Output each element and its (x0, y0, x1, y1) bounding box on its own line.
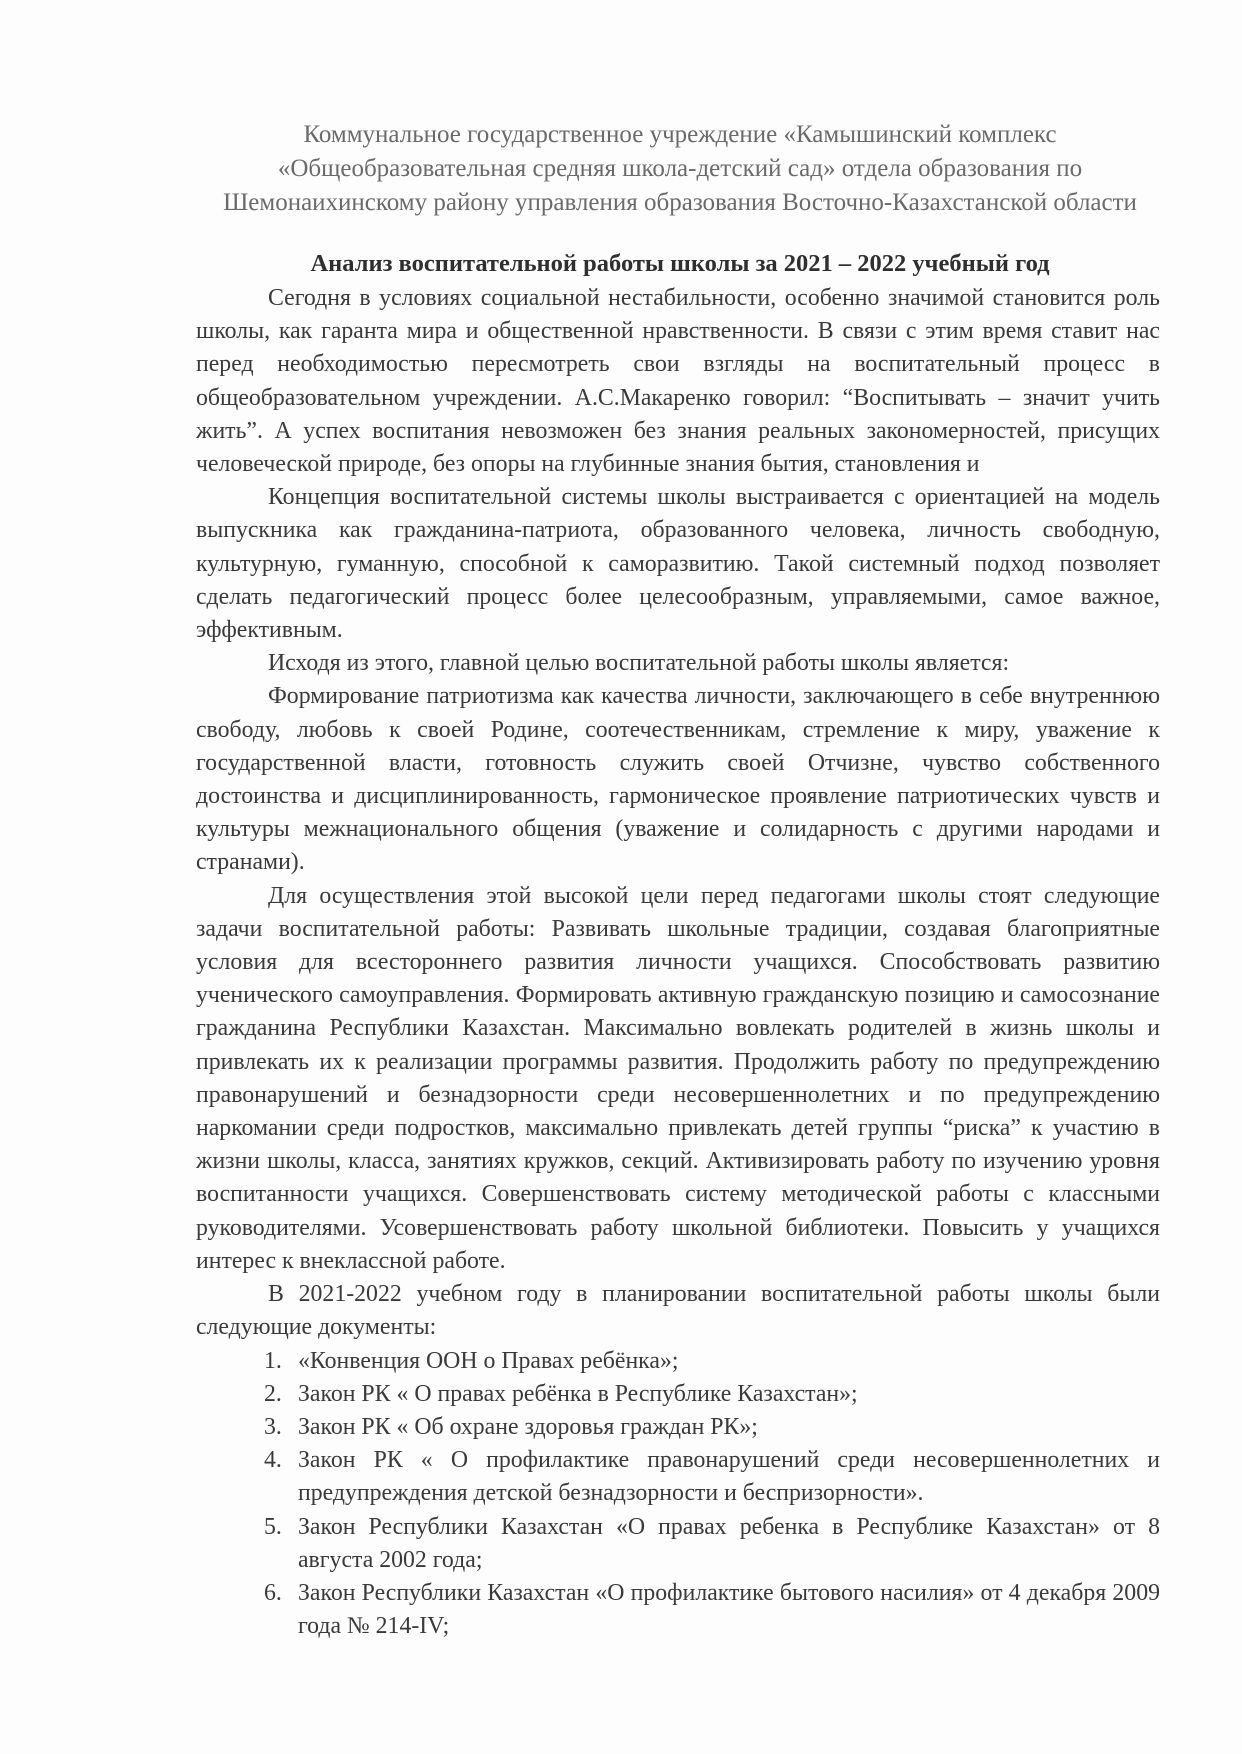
list-item (196, 1378, 1160, 1411)
paragraph-concept: Концепция воспитательной системы школы выстраивается с ориентацией на модель выпускника как гражданина-патриота, образованного человека, личность свободную, культурную, гуманную, способной к саморазвитию. Такой системный подход позволяет сделать педагогический процесс более целесообразным, управляемыми, самое важное, эффективным. (196, 484, 1160, 644)
documents-list (196, 1345, 1160, 1644)
list-item-number: 6. (264, 1579, 282, 1606)
list-item-text: Закон РК « О профилактике правонарушений среди несовершеннолетних и предупреждения детской безнадзорности и беспризорности». (298, 1447, 1160, 1507)
paragraph-goal: Формирование патриотизма как качества личности, заключающего в себе внутреннюю свободу, любовь к своей Родине, соотечественникам, стремление к миру, уважение к государственной власти, готовность служить своей Отчизне, чувство собственного достоинства и дисциплинированность, гармоническое проявление патриотических чувств и культуры межнационального общения (уважение и солидарность с другими народами и странами). (196, 683, 1160, 876)
header-line: «Общеобразовательная средняя школа-детский сад» отдела образования по (277, 155, 1083, 182)
list-item-text: Закон РК « О правах ребёнка в Республике Казахстан»; (298, 1380, 858, 1407)
list-item (196, 1444, 1160, 1510)
list-item (196, 1577, 1160, 1643)
list-item (196, 1511, 1160, 1577)
list-item-text: Закон Республики Казахстан «О профилактике бытового насилия» от 4 декабря 2009 года № 214-IV; (298, 1579, 1160, 1640)
list-item-number: 2. (264, 1380, 282, 1407)
header-line: Шемонаихинскому району управления образования Восточно-Казахстанской области (223, 189, 1137, 216)
paragraph-goal-lead: Исходя из этого, главной целью воспитательной работы школы является: (268, 650, 1010, 677)
document-body (196, 282, 1160, 1643)
paragraph-documents-lead: В 2021-2022 учебном году в планировании воспитательной работы школы были следующие документы: (196, 1281, 1160, 1341)
list-item-number: 3. (264, 1413, 282, 1440)
paragraph-tasks: Для осуществления этой высокой цели перед педагогами школы стоят следующие задачи воспитательной работы: Развивать школьные традиции, создавая благоприятные условия для всестороннего развития личности учащихся. Способствовать развитию ученического самоуправления. Формировать активную гражданскую позицию и самосознание гражданина Республики Казахстан. Максимально вовлекать родителей в жизнь школы и привлекать их к реализации программы развития. Продолжить работу по предупреждению правонарушений и безнадзорности среди несовершеннолетних и по предупреждению наркомании среди подростков, максимально привлекать детей группы “риска” к участию в жизни школы, класса, занятиях кружков, секций. Активизировать работу по изучению уровня воспитанности учащихся. Совершенствовать систему методической работы с классными руководителями. Усовершенствовать работу школьной библиотеки. Повысить у учащихся интерес к внеклассной работе. (196, 882, 1160, 1274)
institution-header (200, 118, 1160, 220)
list-item-text: Закон РК « Об охране здоровья граждан РК»; (298, 1413, 758, 1440)
list-item-text: «Конвенция ООН о Правах ребёнка»; (298, 1347, 679, 1374)
list-item (196, 1411, 1160, 1444)
paragraph-intro: Сегодня в условиях социальной нестабильности, особенно значимой становится роль школы, как гаранта мира и общественной нравственности. В связи с этим время ставит нас перед необходимостью пересмотреть свои взгляды на воспитательный процесс в общеобразовательном учреждении. А.С.Макаренко говорил: “Воспитывать – значит учить жить”. А успех воспитания невозможен без знания реальных закономерностей, присущих человеческой природе, без опоры на глубинные знания бытия, становления и (196, 285, 1160, 478)
list-item (196, 1345, 1160, 1378)
header-line: Коммунальное государственное учреждение «Камышинский комплекс (303, 121, 1057, 148)
list-item-text: Закон Республики Казахстан «О правах ребенка в Республике Казахстан» от 8 августа 2002 года; (298, 1513, 1160, 1573)
list-item-number: 4. (264, 1447, 282, 1474)
list-item-number: 1. (264, 1347, 282, 1374)
list-item-number: 5. (264, 1513, 282, 1540)
document-title: Анализ воспитательной работы школы за 2021 – 2022 учебный год (310, 250, 1050, 277)
